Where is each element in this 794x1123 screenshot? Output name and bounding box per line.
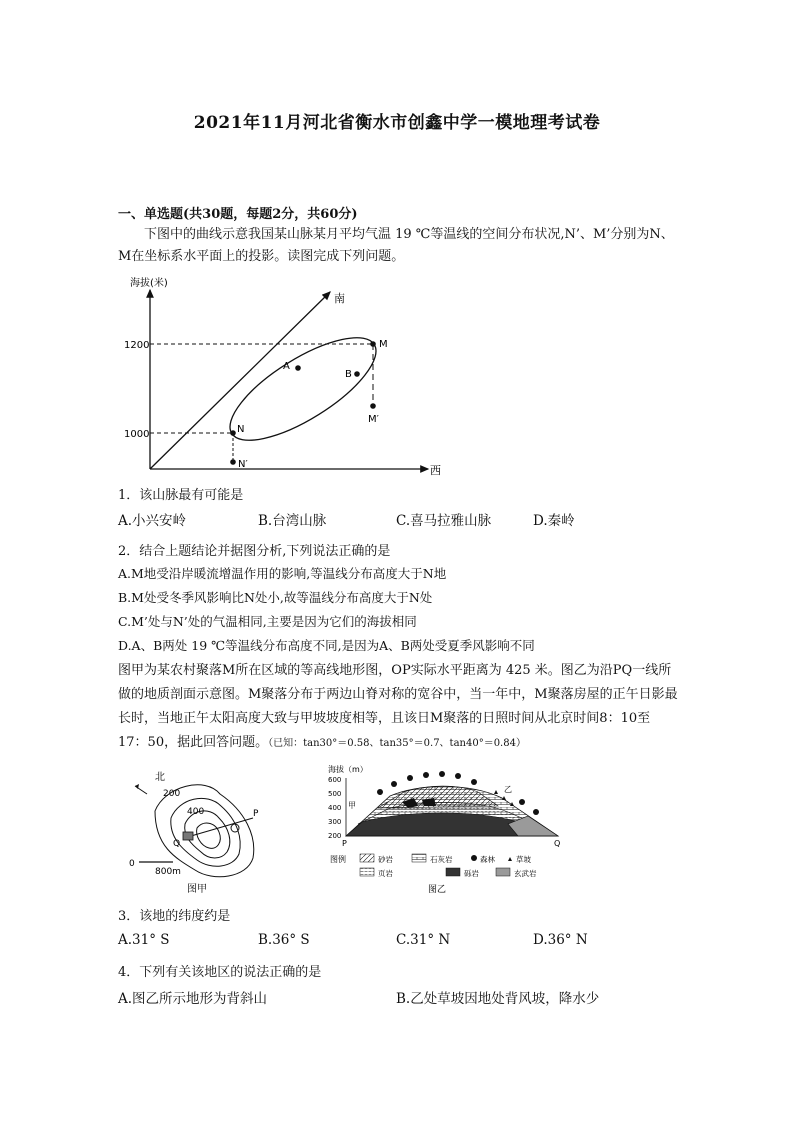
- label-q: Q: [173, 839, 181, 849]
- tick-600: 600: [328, 776, 342, 784]
- south-axis-label: 南: [334, 292, 345, 305]
- isotherm-figure: [118, 272, 458, 480]
- question-4-stem: 4．下列有关该地区的说法正确的是: [118, 965, 322, 980]
- layer-sandstone: [378, 786, 498, 808]
- point-b: [354, 371, 360, 377]
- legend-title: 图例: [330, 855, 346, 864]
- legend-swatch-basalt: [496, 868, 510, 876]
- tick-500: 500: [328, 790, 342, 798]
- legend-sandstone: 砂岩: [378, 855, 393, 864]
- caption-yi: 图乙: [428, 885, 447, 895]
- q1-option-c[interactable]: C.喜马拉雅山脉: [396, 513, 492, 529]
- contour-400: 400: [187, 807, 205, 817]
- altitude-axis-label: 海拔(米): [130, 278, 168, 289]
- tick-1200: 1200: [124, 340, 150, 351]
- question-3-stem: 3．该地的纬度约是: [118, 909, 231, 924]
- q3-option-a[interactable]: A.31° S: [118, 932, 170, 948]
- label-m-prime: M′: [368, 414, 379, 425]
- point-a: [295, 365, 301, 371]
- label-jia-slope: 甲: [348, 801, 356, 810]
- intro2-note: （已知：tan30°＝0.58、tan35°＝0.7、tan40°＝0.84）: [268, 738, 526, 749]
- scale-zero: 0: [129, 859, 135, 869]
- caption-jia: 图甲: [187, 884, 207, 894]
- q1-option-d[interactable]: D.秦岭: [533, 513, 575, 529]
- legend-swatch-limestone: [412, 854, 426, 862]
- contour-200: 200: [163, 789, 181, 799]
- legend-swatch-shale: [360, 868, 374, 876]
- question-1-stem: 1．该山脉最有可能是: [118, 488, 244, 503]
- q4-option-b[interactable]: B.乙处草坡因地处背风坡，降水少: [396, 991, 600, 1007]
- question-3-options: [118, 932, 688, 952]
- question-1-options: [118, 509, 688, 529]
- legend-forest: 森林: [480, 855, 495, 864]
- label-n-prime: N′: [238, 459, 248, 470]
- intro-paragraph-2: [118, 659, 678, 756]
- contour-map-jia: [125, 766, 275, 894]
- label-yi-slope: 乙: [504, 785, 512, 794]
- intro2-text: 图甲为某农村聚落M所在区域的等高线地形图，OP实际水平距离为 425 米。图乙为沿PQ一线所做的地质剖面示意图。M聚落分布于两边山脊对称的宽谷中，当一年中，M聚落房屋的正午日影最长时，当地正午太阳高度大致与甲坡坡度相等，且该日M聚落的日照时间从北京时间8：10至17：50，据此回答问题。: [118, 663, 678, 750]
- label-m: M: [379, 339, 388, 350]
- q2-option-b[interactable]: B.M处受冬季风影响比N处小,故等温线分布高度大于N处: [118, 590, 433, 605]
- tick-300: 300: [328, 818, 342, 826]
- south-axis: [150, 292, 330, 469]
- q2-option-c[interactable]: C.M’处与N’处的气温相同,主要是因为它们的海拔相同: [118, 614, 417, 629]
- scale-800: 800m: [155, 867, 181, 877]
- geology-profile-yi: [318, 762, 578, 896]
- legend-grass: 草坡: [516, 855, 531, 864]
- isotherm-curve: [216, 319, 390, 459]
- label-a: A: [283, 361, 290, 372]
- contour-top: [197, 823, 221, 848]
- point-n-prime: [230, 459, 236, 465]
- legend-swatch-forest: [471, 855, 477, 861]
- q2-option-a[interactable]: A.M地受沿岸暖流增温作用的影响,等温线分布高度大于N地: [118, 566, 447, 581]
- q3-option-b[interactable]: B.36° S: [258, 932, 310, 948]
- profile-label-q: Q: [554, 839, 561, 848]
- profile-y-title: 海拔（m）: [328, 765, 368, 774]
- settlement-m: [183, 832, 193, 840]
- q4-option-a[interactable]: A.图乙所示地形为背斜山: [118, 991, 268, 1007]
- q3-option-c[interactable]: C.31° N: [396, 932, 451, 948]
- legend-conglomerate: 砾岩: [464, 869, 479, 878]
- q1-option-a[interactable]: A.小兴安岭: [118, 513, 187, 529]
- point-m: [370, 341, 376, 347]
- north-label: 北: [155, 772, 165, 783]
- profile-label-p: P: [342, 839, 347, 848]
- contour-peak: [231, 824, 239, 832]
- legend-shale: 页岩: [378, 869, 393, 878]
- tick-200: 200: [328, 832, 342, 840]
- q3-option-d[interactable]: D.36° N: [533, 932, 588, 948]
- tick-1000: 1000: [124, 429, 150, 440]
- label-p: P: [253, 809, 259, 819]
- q1-option-b[interactable]: B.台湾山脉: [258, 513, 327, 529]
- legend-swatch-conglomerate: [446, 868, 460, 876]
- question-4-options: [118, 987, 688, 1007]
- q2-option-d[interactable]: D.A、B两处 19 ℃等温线分布高度不同,是因为A、B两处受夏季风影响不同: [118, 638, 535, 653]
- point-n: [230, 430, 236, 436]
- point-m-prime: [370, 403, 376, 409]
- intro-paragraph-1: 下图中的曲线示意我国某山脉某月平均气温 19 ℃等温线的空间分布状况,N’、M’分别为N、M在坐标系水平面上的投影。读图完成下列问题。: [118, 227, 674, 264]
- page-title: 2021年11月河北省衡水市创鑫中学一模地理考试卷: [193, 113, 601, 133]
- legend-swatch-grass: [508, 857, 512, 861]
- tick-400: 400: [328, 804, 342, 812]
- label-n: N: [237, 424, 245, 435]
- question-2-stem: 2．结合上题结论并据图分析,下列说法正确的是: [118, 544, 391, 559]
- label-b: B: [345, 369, 352, 380]
- section-heading: 一、单选题(共30题，每题2分，共60分): [118, 207, 358, 222]
- legend-swatch-sandstone: [360, 854, 374, 862]
- west-axis-label: 西: [430, 464, 441, 477]
- legend-limestone: 石灰岩: [430, 855, 453, 864]
- legend-basalt: 玄武岩: [514, 869, 537, 878]
